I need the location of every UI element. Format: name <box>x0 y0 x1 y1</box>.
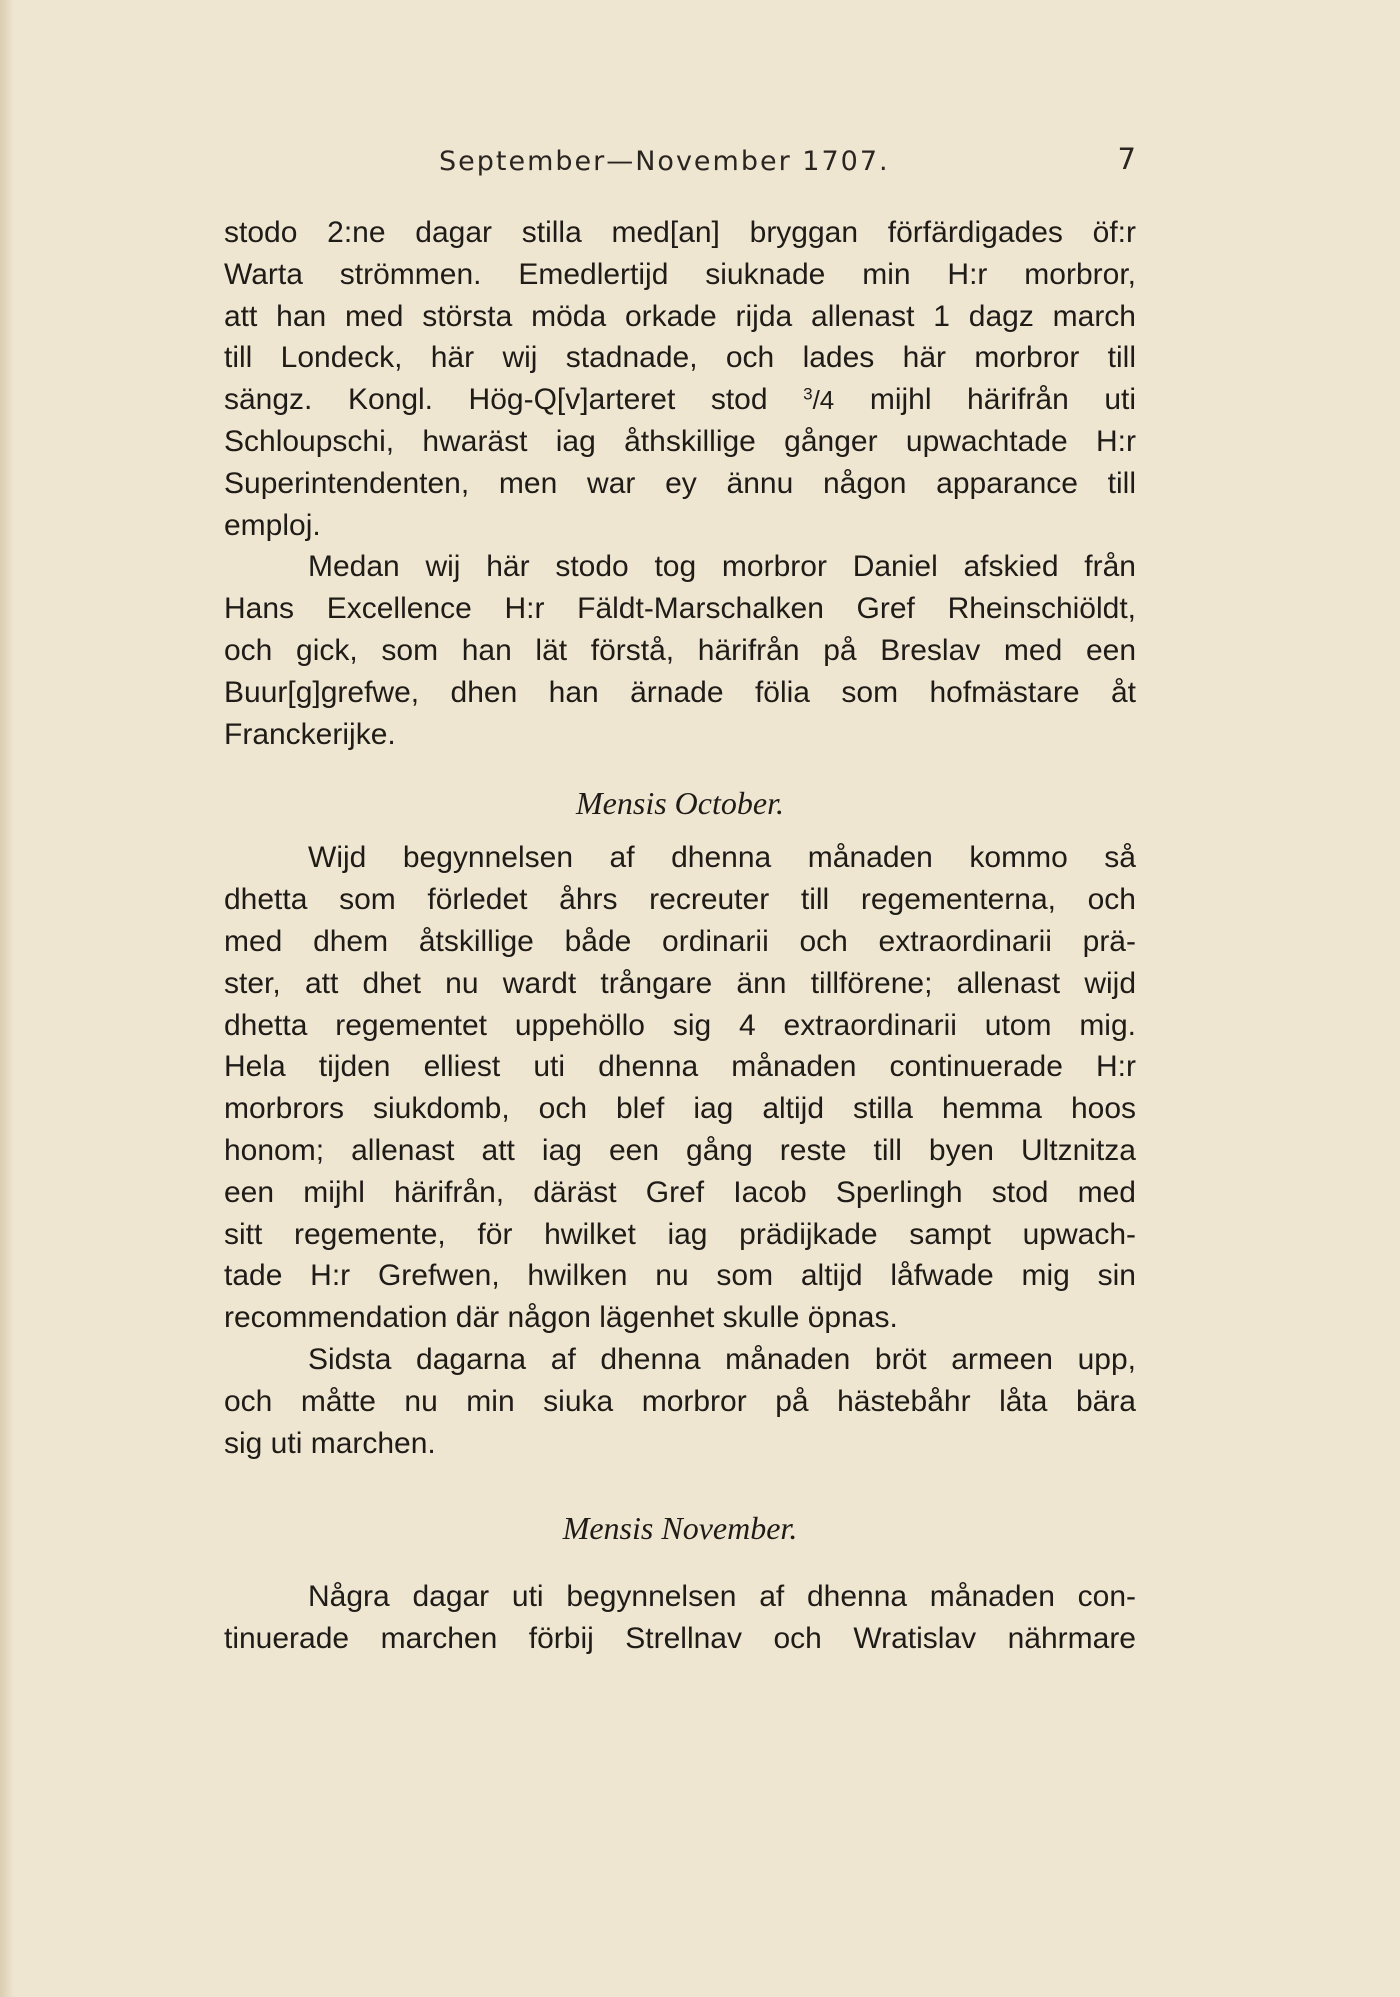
fraction-denominator: /4 <box>812 385 835 416</box>
text-line: Superintendenten, men war ey ännu någon apparance till <box>224 466 1136 500</box>
section-heading-october: Mensis October. <box>576 785 784 822</box>
section-heading-november: Mensis November. <box>562 1510 798 1547</box>
text-line: recommendation där någon lägenhet skulle öpnas. <box>224 1301 898 1335</box>
text-line: Schloupschi, hwaräst iag åthskillige gånger upwachtade H:r <box>224 424 1136 458</box>
text-line: Några dagar uti begynnelsen af dhenna månaden con- <box>308 1580 1136 1614</box>
text-line: sig uti marchen. <box>224 1426 436 1460</box>
text-line: att han med största möda orkade rijda allenast 1 dagz march <box>224 299 1136 333</box>
paragraph <box>224 212 1136 546</box>
text-segment: sängz. Kongl. Hög-Q[v]arteret stod <box>224 383 768 417</box>
text-line: morbrors siukdomb, och blef iag altijd stilla hemma hoos <box>224 1092 1136 1126</box>
text-line: honom; allenast att iag een gång reste till byen Ultznitza <box>224 1133 1136 1167</box>
text-segment: mijhl härifrån uti <box>869 383 1136 417</box>
paragraph <box>224 1576 1136 1660</box>
text-line: Sidsta dagarna af dhenna månaden bröt armeen upp, <box>308 1342 1136 1376</box>
text-line: dhetta som förledet åhrs recreuter till regementerna, och <box>224 883 1136 917</box>
text-line: Warta strömmen. Emedlertijd siuknade min H:r morbror, <box>224 257 1136 291</box>
text-line: och gick, som han lät förstå, härifrån på Breslav med een <box>224 633 1136 667</box>
text-line: tinuerade marchen förbij Strellnav och Wratislav nährmare <box>224 1622 1136 1656</box>
fraction <box>803 385 834 415</box>
text-line-with-fraction <box>224 379 1136 421</box>
text-line: stodo 2:ne dagar stilla med[an] bryggan förfärdigades öf:r <box>224 216 1136 249</box>
page-number: 7 <box>1117 142 1136 176</box>
text-line: Medan wij här stodo tog morbror Daniel afskied från <box>308 550 1136 584</box>
paragraph <box>224 546 1136 755</box>
fraction-numerator: 3 <box>803 384 813 404</box>
page-edge-shadow <box>0 0 14 1997</box>
text-line: och måtte nu min siuka morbror på hästebåhr låta bära <box>224 1384 1136 1418</box>
text-line: sitt regemente, för hwilket iag prädijkade sampt upwach- <box>224 1217 1136 1251</box>
text-line: een mijhl härifrån, däräst Gref Iacob Sperlingh stod med <box>224 1175 1136 1209</box>
running-title: September—November 1707. <box>439 146 890 177</box>
text-line: Buur[g]grefwe, dhen han ärnade fölia som hofmästare åt <box>224 675 1136 709</box>
text-line: dhetta regementet uppehöllo sig 4 extraordinarii utom mig. <box>224 1008 1136 1042</box>
text-line: Wijd begynnelsen af dhenna månaden kommo så <box>308 841 1136 875</box>
text-line: tade H:r Grefwen, hwilken nu som altijd låfwade mig sin <box>224 1259 1136 1293</box>
text-line: Hela tijden elliest uti dhenna månaden continuerade H:r <box>224 1050 1136 1084</box>
running-header <box>224 142 1136 186</box>
text-line: Hans Excellence H:r Fäldt-Marschalken Gref Rheinschiöldt, <box>224 592 1136 626</box>
text-line: med dhem åtskillige både ordinarii och extraordinarii prä- <box>224 924 1136 958</box>
paragraph <box>224 837 1136 1339</box>
paragraph <box>224 1339 1136 1464</box>
text-line: Franckerijke. <box>224 717 396 751</box>
page-body <box>224 212 1136 1660</box>
text-line: emploj. <box>224 508 321 542</box>
text-line: till Londeck, här wij stadnade, och lades här morbror till <box>224 341 1136 375</box>
text-line: ster, att dhet nu wardt trångare änn tillförene; allenast wijd <box>224 966 1136 1000</box>
